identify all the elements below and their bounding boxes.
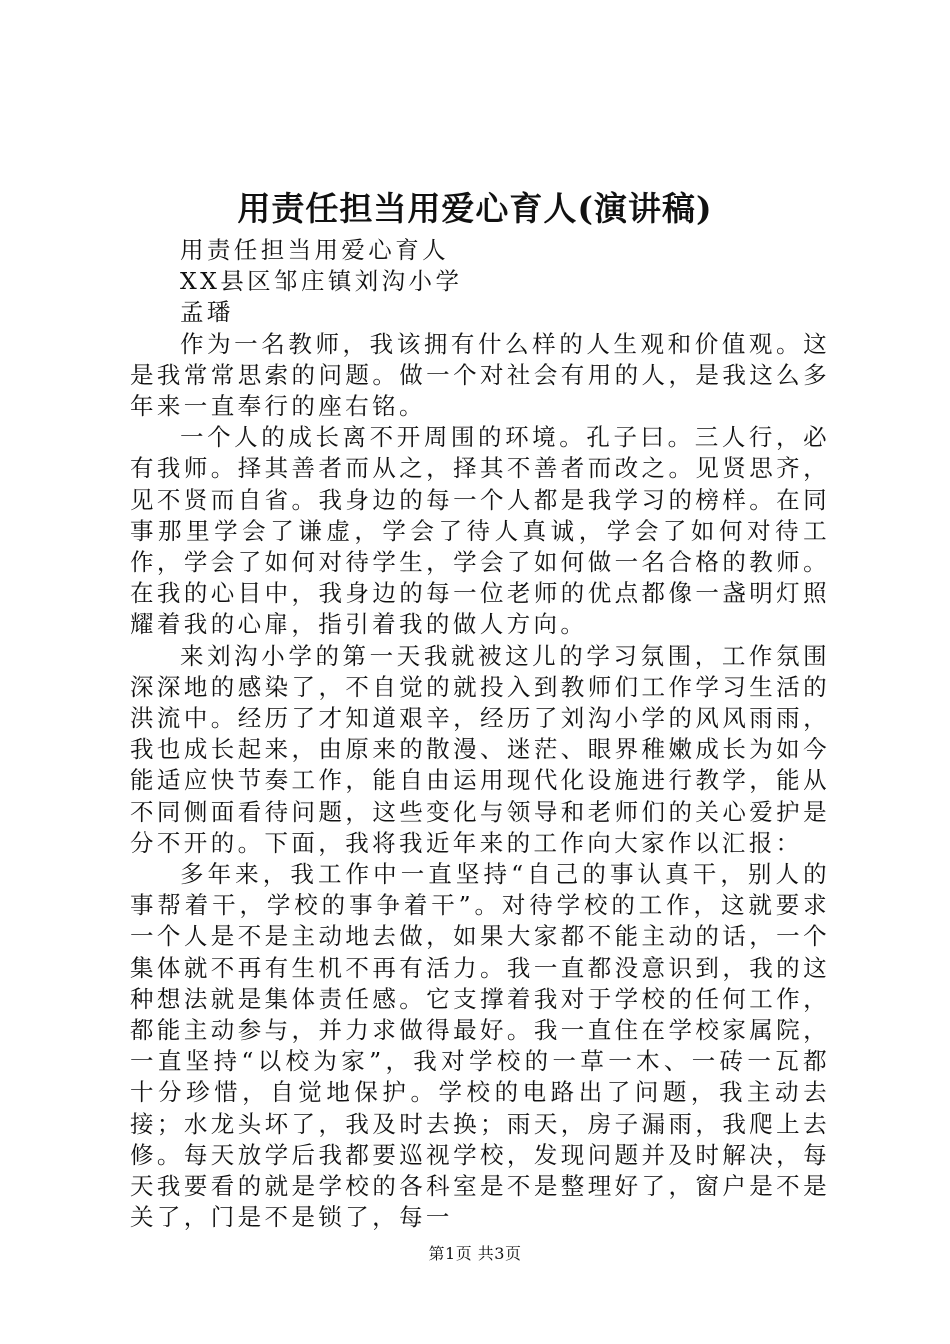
paragraph-2: 一个人的成长离不开周围的环境。孔子曰。三人行，必有我师。择其善者而从之，择其不善者而改之。见贤思齐，见不贤而自省。我身边的每一个人都是我学习的榜样。在同事那里学会了谦虚，学会了待人真诚，学会了如何对待工作，学会了如何对待学生，学会了如何做一名合格的教师。在我的心目中，我身边的每一位老师的优点都像一盏明灯照耀着我的心扉，指引着我的做人方向。 bbox=[130, 423, 830, 639]
document-title: 用责任担当用爱心育人(演讲稿) bbox=[237, 189, 713, 228]
school-line: XX县区邹庄镇刘沟小学 bbox=[180, 267, 463, 296]
paragraph-1: 作为一名教师，我该拥有什么样的人生观和价值观。这是我常常思索的问题。做一个对社会有用的人，是我这么多年来一直奉行的座右铭。 bbox=[130, 329, 830, 421]
paragraph-4: 多年来，我工作中一直坚持“自己的事认真干，别人的事帮着干，学校的事争着干”。对待学校的工作，这就要求一个人是不是主动地去做，如果大家都不能主动的话，一个集体就不再有生机不再有活力。我一直都没意识到，我的这种想法就是集体责任感。它支撑着我对于学校的任何工作，都能主动参与，并力求做得最好。我一直住在学校家属院，一直坚持“以校为家”，我对学校的一草一木、一砖一瓦都十分珍惜，自觉地保护。学校的电路出了问题，我主动去接；水龙头坏了，我及时去换；雨天，房子漏雨，我爬上去修。每天放学后我都要巡视学校，发现问题并及时解决，每天我要看的就是学校的各科室是不是整理好了，窗户是不是关了，门是不是锁了，每一 bbox=[130, 860, 830, 1232]
page-footer: 第1页 共3页 bbox=[428, 1244, 522, 1263]
author-line: 孟璠 bbox=[180, 298, 234, 327]
paragraph-3: 来刘沟小学的第一天我就被这儿的学习氛围，工作氛围深深地的感染了，不自觉的就投入到教师们工作学习生活的洪流中。经历了才知道艰辛，经历了刘沟小学的风风雨雨，我也成长起来，由原来的散漫、迷茫、眼界稚嫩成长为如今能适应快节奏工作，能自由运用现代化设施进行教学，能从不同侧面看待问题，这些变化与领导和老师们的关心爱护是分不开的。下面，我将我近年来的工作向大家作以汇报： bbox=[130, 641, 830, 857]
document-body bbox=[130, 235, 830, 1234]
subtitle-line: 用责任担当用爱心育人 bbox=[180, 236, 449, 264]
